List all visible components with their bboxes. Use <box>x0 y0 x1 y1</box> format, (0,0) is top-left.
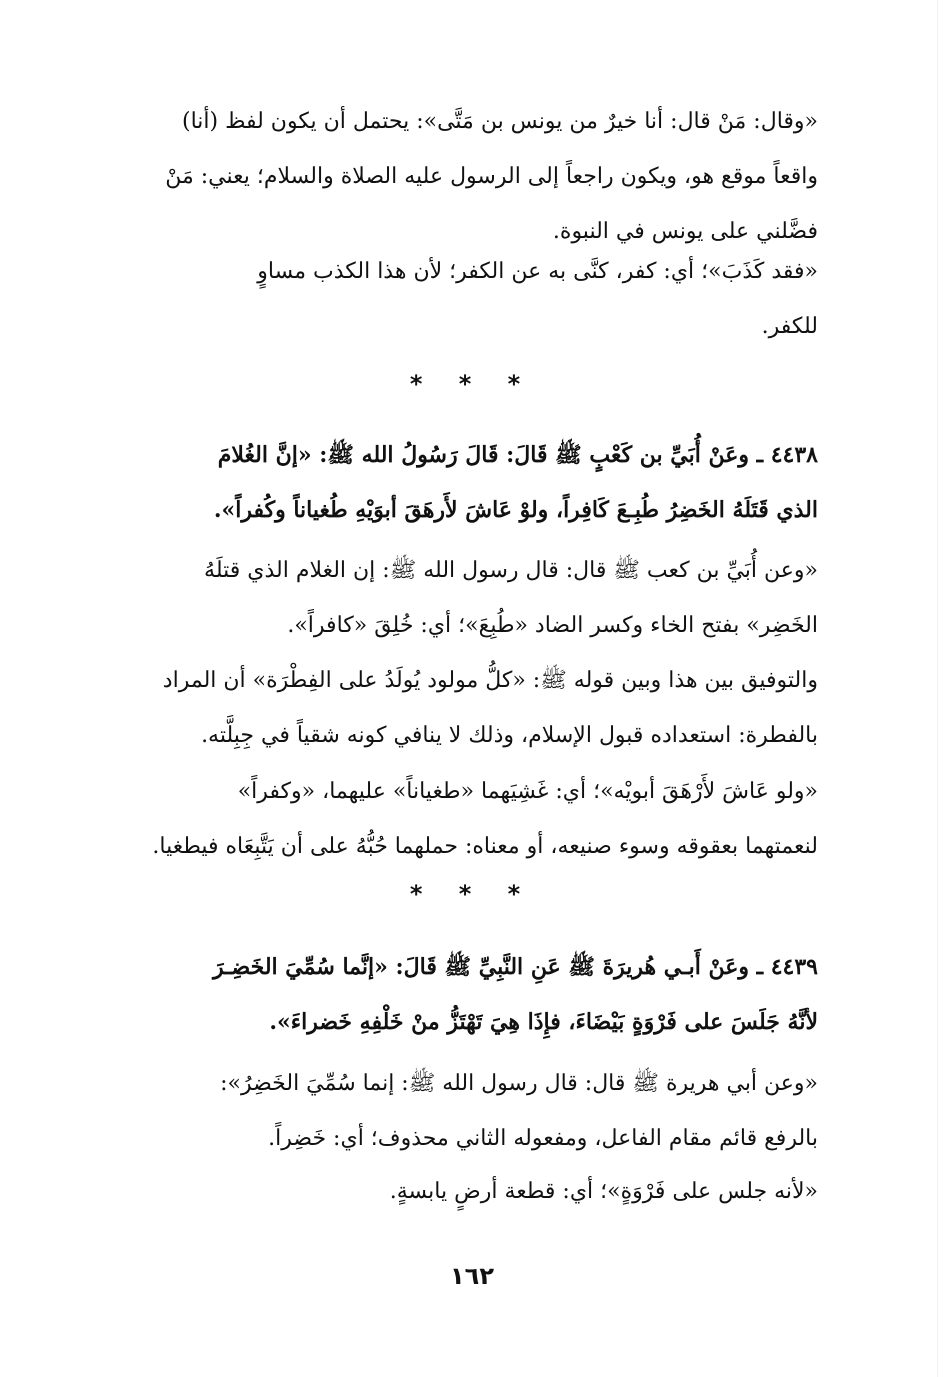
text-line: لأنَّهُ جَلَسَ على فَرْوَةٍ بَيْضَاءَ، فإِذَا هِيَ تَهْتَزُّ منْ خَلْفِهِ خَضراءَ». <box>269 1009 818 1035</box>
paragraph-commentary-tughyan <box>106 764 818 874</box>
paragraph-commentary-farwa <box>106 1164 818 1219</box>
text-line: الخَضِر» بفتح الخاء وكسر الضاد «طُبِعَ»؛ أي: خُلِقَ «كافراً». <box>287 613 818 638</box>
text-line: واقعاً موقع هو، ويكون راجعاً إلى الرسول عليه الصلاة والسلام؛ يعني: مَنْ <box>165 164 818 189</box>
paragraph-commentary-khadir <box>106 543 818 653</box>
section-separator: * * * <box>409 370 535 398</box>
text-line: «وعن أبي هريرة ﷺ قال: قال رسول الله ﷺ: إنما سُمِّيَ الخَضِرُ»: <box>220 1071 818 1096</box>
text-line: «لأنه جلس على فَرْوَةٍ»؛ أي: قطعة أرضٍ يابسةٍ. <box>389 1179 818 1204</box>
text-line: فضَّلني على يونس في النبوة. <box>552 219 818 244</box>
paragraph-commentary-khadir-name <box>106 1056 818 1166</box>
page-number: ١٦٢ <box>450 1262 494 1290</box>
text-line: لنعمتهما بعقوقه وسوء صنيعه، أو معناه: حملهما حُبُّهُ على أن يَتَّبِعَاه فيطغيا. <box>152 834 818 859</box>
page-edge <box>937 0 938 1377</box>
text-line: بالرفع قائم مقام الفاعل، ومفعوله الثاني محذوف؛ أي: خَضِراً. <box>268 1126 818 1151</box>
hadith-4438 <box>106 428 818 538</box>
text-line: ٤٤٣٨ ـ وعَنْ أُبَيِّ بن كَعْبٍ ﷺ قَالَ: قَالَ رَسُولُ الله ﷺ: «إنَّ الغُلامَ <box>217 442 818 468</box>
paragraph-commentary-yunus <box>106 94 818 259</box>
text-line: «فقد كَذَبَ»؛ أي: كفر، كنَّى به عن الكفر؛ لأن هذا الكذب مساوٍ <box>257 259 818 284</box>
paragraph-commentary-kadhab <box>106 244 818 354</box>
text-line: للكفر. <box>761 314 818 339</box>
text-line: الذي قَتَلَهُ الخَضِرُ طُبِـعَ كَافِراً، ولوْ عَاشَ لأَرهَقَ أبوَيْهِ طُغياناً وكُفراً». <box>213 497 818 523</box>
text-line: والتوفيق بين هذا وبين قوله ﷺ: «كلُّ مولود يُولَدُ على الفِطْرَة» أن المراد <box>162 668 818 693</box>
section-separator: * * * <box>409 880 535 908</box>
text-line: بالفطرة: استعداده قبول الإسلام، وذلك لا ينافي كونه شقياً في جِبِلَّته. <box>201 723 818 748</box>
text-line: «ولو عَاشَ لأَرْهَقَ أبويْه»؛ أي: غَشِيَهما «طغياناً» عليهما، «وكفراً» <box>237 779 818 804</box>
text-line: «وقال: مَنْ قال: أنا خيرٌ من يونس بن مَتَّى»: يحتمل أن يكون لفظ (أنا) <box>182 109 818 134</box>
hadith-4439 <box>106 940 818 1050</box>
text-line: «وعن أُبَيِّ بن كعب ﷺ قال: قال رسول الله ﷺ: إن الغلام الذي قتلَهُ <box>204 558 818 583</box>
text-line: ٤٤٣٩ ـ وعَنْ أَبـي هُريرَةَ ﷺ عَنِ النَّبِيِّ ﷺ قَالَ: «إنَّما سُمِّيَ الخَضِـرَ <box>212 954 818 980</box>
paragraph-commentary-fitra <box>106 653 818 763</box>
